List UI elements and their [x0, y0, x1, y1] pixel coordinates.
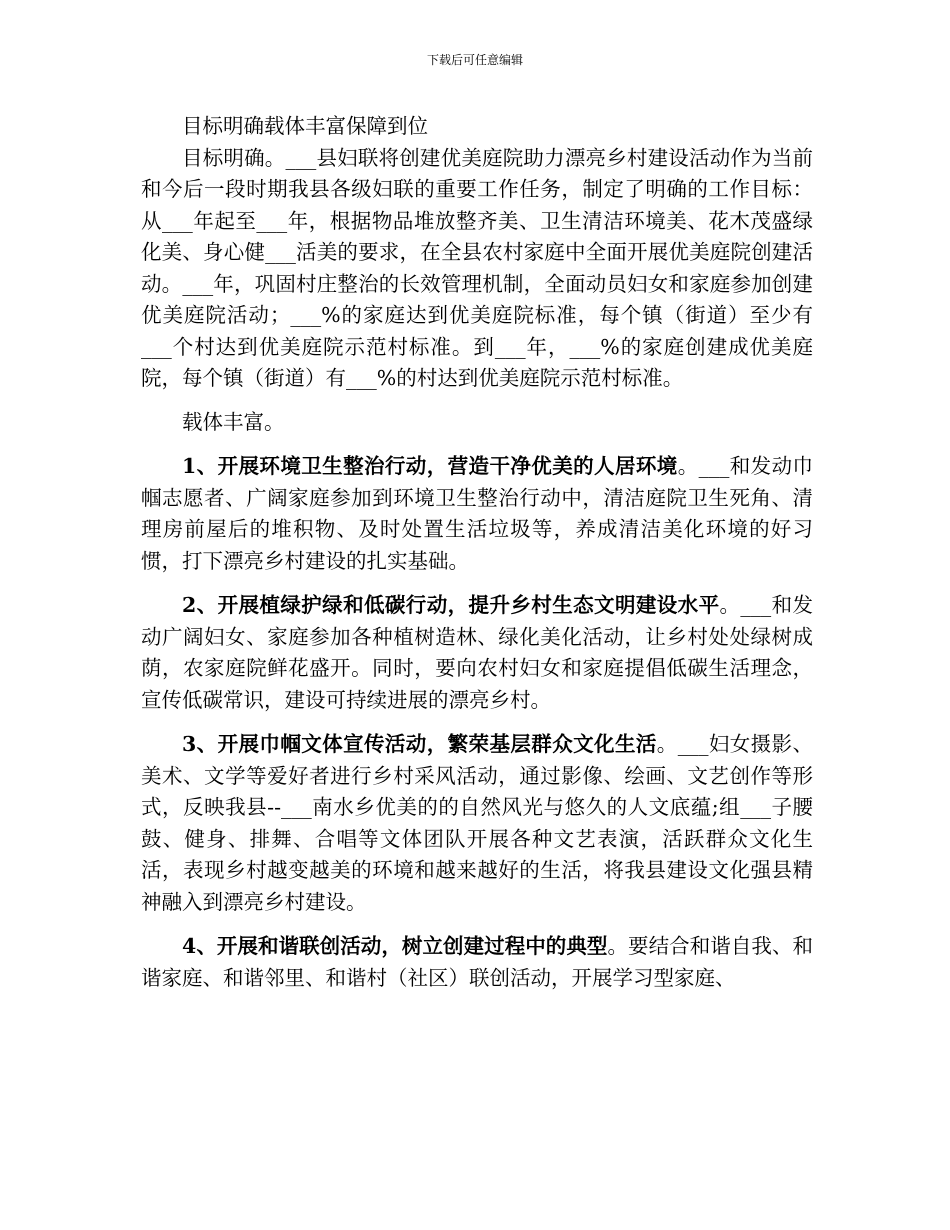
item-title: 1、开展环境卫生整治行动，营造干净优美的人居环境: [182, 454, 678, 478]
item-text: 。___和发动广阔妇女、家庭参加各种植树造林、绿化美化活动，让乡村处处绿树成荫，农家庭院鲜花盛开。同时，要向农村妇女和家庭提倡低碳生活理念，宣传低碳常识，建设可持续进展的漂亮乡村。: [141, 593, 814, 712]
item-title: 4、开展和谐联创活动，树立创建过程中的典型: [182, 934, 608, 958]
goal-paragraph: 目标明确。___县妇联将创建优美庭院助力漂亮乡村建设活动作为当前和今后一段时期我县各级妇联的重要工作任务，制定了明确的工作目标：从___年起至___年，根据物品堆放整齐美、卫生清洁环境美、花木茂盛绿化美、身心健___活美的要求，在全县农村家庭中全面开展优美庭院创建活动。___年，巩固村庄整治的长效管理机制，全面动员妇女和家庭参加创建优美庭院活动；___%的家庭达到优美庭院标准，每个镇（街道）至少有___个村达到优美庭院示范村标准。到___年，___%的家庭创建成优美庭院，每个镇（街道）有___%的村达到优美庭院示范村标准。: [141, 145, 813, 390]
document-heading: 目标明确载体丰富保障到位: [182, 114, 428, 138]
document-body: [141, 111, 813, 994]
item-text: 。要结合和谐自我、和谐家庭、和谐邻里、和谐村（社区）联创活动，开展学习型家庭、: [141, 934, 814, 990]
item-title: 3、开展巾帼文体宣传活动，繁荣基层群众文化生活: [182, 732, 657, 756]
item-text: 。___和发动巾帼志愿者、广阔家庭参加到环境卫生整治行动中，清洁庭院卫生死角、清理房前屋后的堆积物、及时处置生活垃圾等，养成清洁美化环境的好习惯，打下漂亮乡村建设的扎实基础。: [141, 454, 814, 573]
list-item: [141, 931, 813, 994]
list-item: [141, 729, 813, 918]
carrier-heading: 载体丰富。: [182, 409, 285, 434]
list-item: [141, 451, 813, 577]
item-title: 2、开展植绿护绿和低碳行动，提升乡村生态文明建设水平: [182, 593, 720, 617]
page-header: 下载后可任意编辑: [426, 53, 523, 67]
list-item: [141, 590, 813, 716]
item-text: 。___妇女摄影、美术、文学等爱好者进行乡村采风活动，通过影像、绘画、文艺创作等形式，反映我县--___南水乡优美的的自然风光与悠久的人文底蕴;组___子腰鼓、健身、排舞、合唱等文体团队开展各种文艺表演，活跃群众文化生活，表现乡村越变越美的环境和越来越好的生活，将我县建设文化强县精神融入到漂亮乡村建设。: [141, 732, 814, 914]
